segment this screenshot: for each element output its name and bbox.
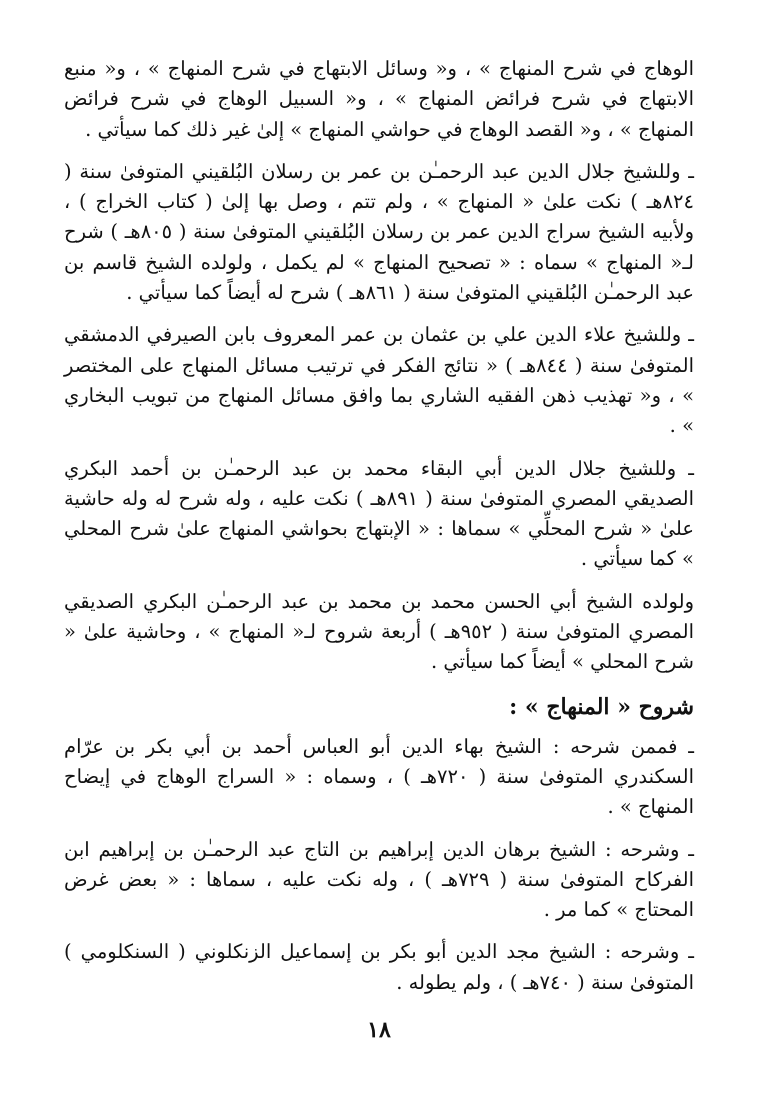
paragraph-bulqini: ـ وللشيخ جلال الدين عبد الرحمـٰن بن عمر بن رسلان البُلقيني المتوفىٰ سنة ( ٨٢٤هـ ) نكت علىٰ « المنهاج » ، ولم تتم ، وصل بها إلىٰ ( كتاب الخراج ) ، ولأبيه الشيخ سراج الدين عمر بن رسلان البُلقيني المتوفىٰ سنة ( ٨٠٥هـ ) شرح لـ« المنهاج » سماه : « تصحيح المنهاج » لم يكمل ، ولولده الشيخ قاسم بن عبد الرحمـٰن البُلقيني المتوفىٰ سنة ( ٨٦١هـ ) شرح له أيضاً كما سيأتي . [64, 159, 695, 305]
paragraph-al-bakri-son: ولولده الشيخ أبي الحسن محمد بن محمد بن عبد الرحمـٰن البكري الصديقي المصري المتوفىٰ سنة ( ٩٥٢هـ ) أربعة شروح لـ« المنهاج » ، وحاشية علىٰ « شرح المحلي » أيضاً كما سيأتي . [64, 589, 695, 674]
paragraph-continuation: الوهاج في شرح المنهاج » ، و« وسائل الابتهاج في شرح المنهاج » ، و« منبع الابتهاج في شرح فرائض المنهاج » ، و« السبيل الوهاج في شرح فرائض المنهاج » ، و« القصد الوهاج في حواشي المنهاج » إلىٰ غير ذلك كما سيأتي . [64, 57, 694, 141]
paragraph-ibn-al-sayrafi: ـ وللشيخ علاء الدين علي بن عثمان بن عمر المعروف بابن الصيرفي الدمشقي المتوفىٰ سنة ( ٨٤٤هـ ) « نتائج الفكر في ترتيب مسائل المنهاج على المختصر » ، و« تهذيب ذهن الفقيه الشاري بما وافق مسائل المنهاج من تبويب البخاري » . [64, 323, 695, 438]
commentary-item: ـ وشرحه : الشيخ برهان الدين إبراهيم بن التاج عبد الرحمـٰن بن إبراهيم ابن الفركاح المتوفىٰ سنة ( ٧٢٩هـ ) ، وله نكت عليه ، سماها : « بعض غرض المحتاج » كما مر . [64, 837, 694, 922]
commentary-item: ـ فممن شرحه : الشيخ بهاء الدين أبو العباس أحمد بن أبي بكر بن عرّام السكندري المتوفىٰ سنة ( ٧٢٠هـ ) ، وسماه : « السراج الوهاج في إيضاح المنهاج » . [64, 734, 694, 819]
paragraph-al-bakri: ـ وللشيخ جلال الدين أبي البقاء محمد بن عبد الرحمـٰن بن أحمد البكري الصديقي المصري المتوفىٰ سنة ( ٨٩١هـ ) نكت عليه ، وله شرح له وله حاشية علىٰ « شرح المحلِّي » سماها : « الإبتهاج بحواشي المنهاج علىٰ شرح المحلي » كما سيأتي . [64, 456, 695, 571]
section-heading: شروح « المنهاج » : [509, 693, 694, 720]
page-number: ١٨ [367, 1017, 391, 1043]
page-body [64, 54, 694, 1010]
commentary-item: ـ وشرحه : الشيخ مجد الدين أبو بكر بن إسماعيل الزنكلوني ( السنكلومي ) المتوفىٰ سنة ( ٧٤٠هـ ) ، ولم يطوله . [64, 940, 694, 994]
